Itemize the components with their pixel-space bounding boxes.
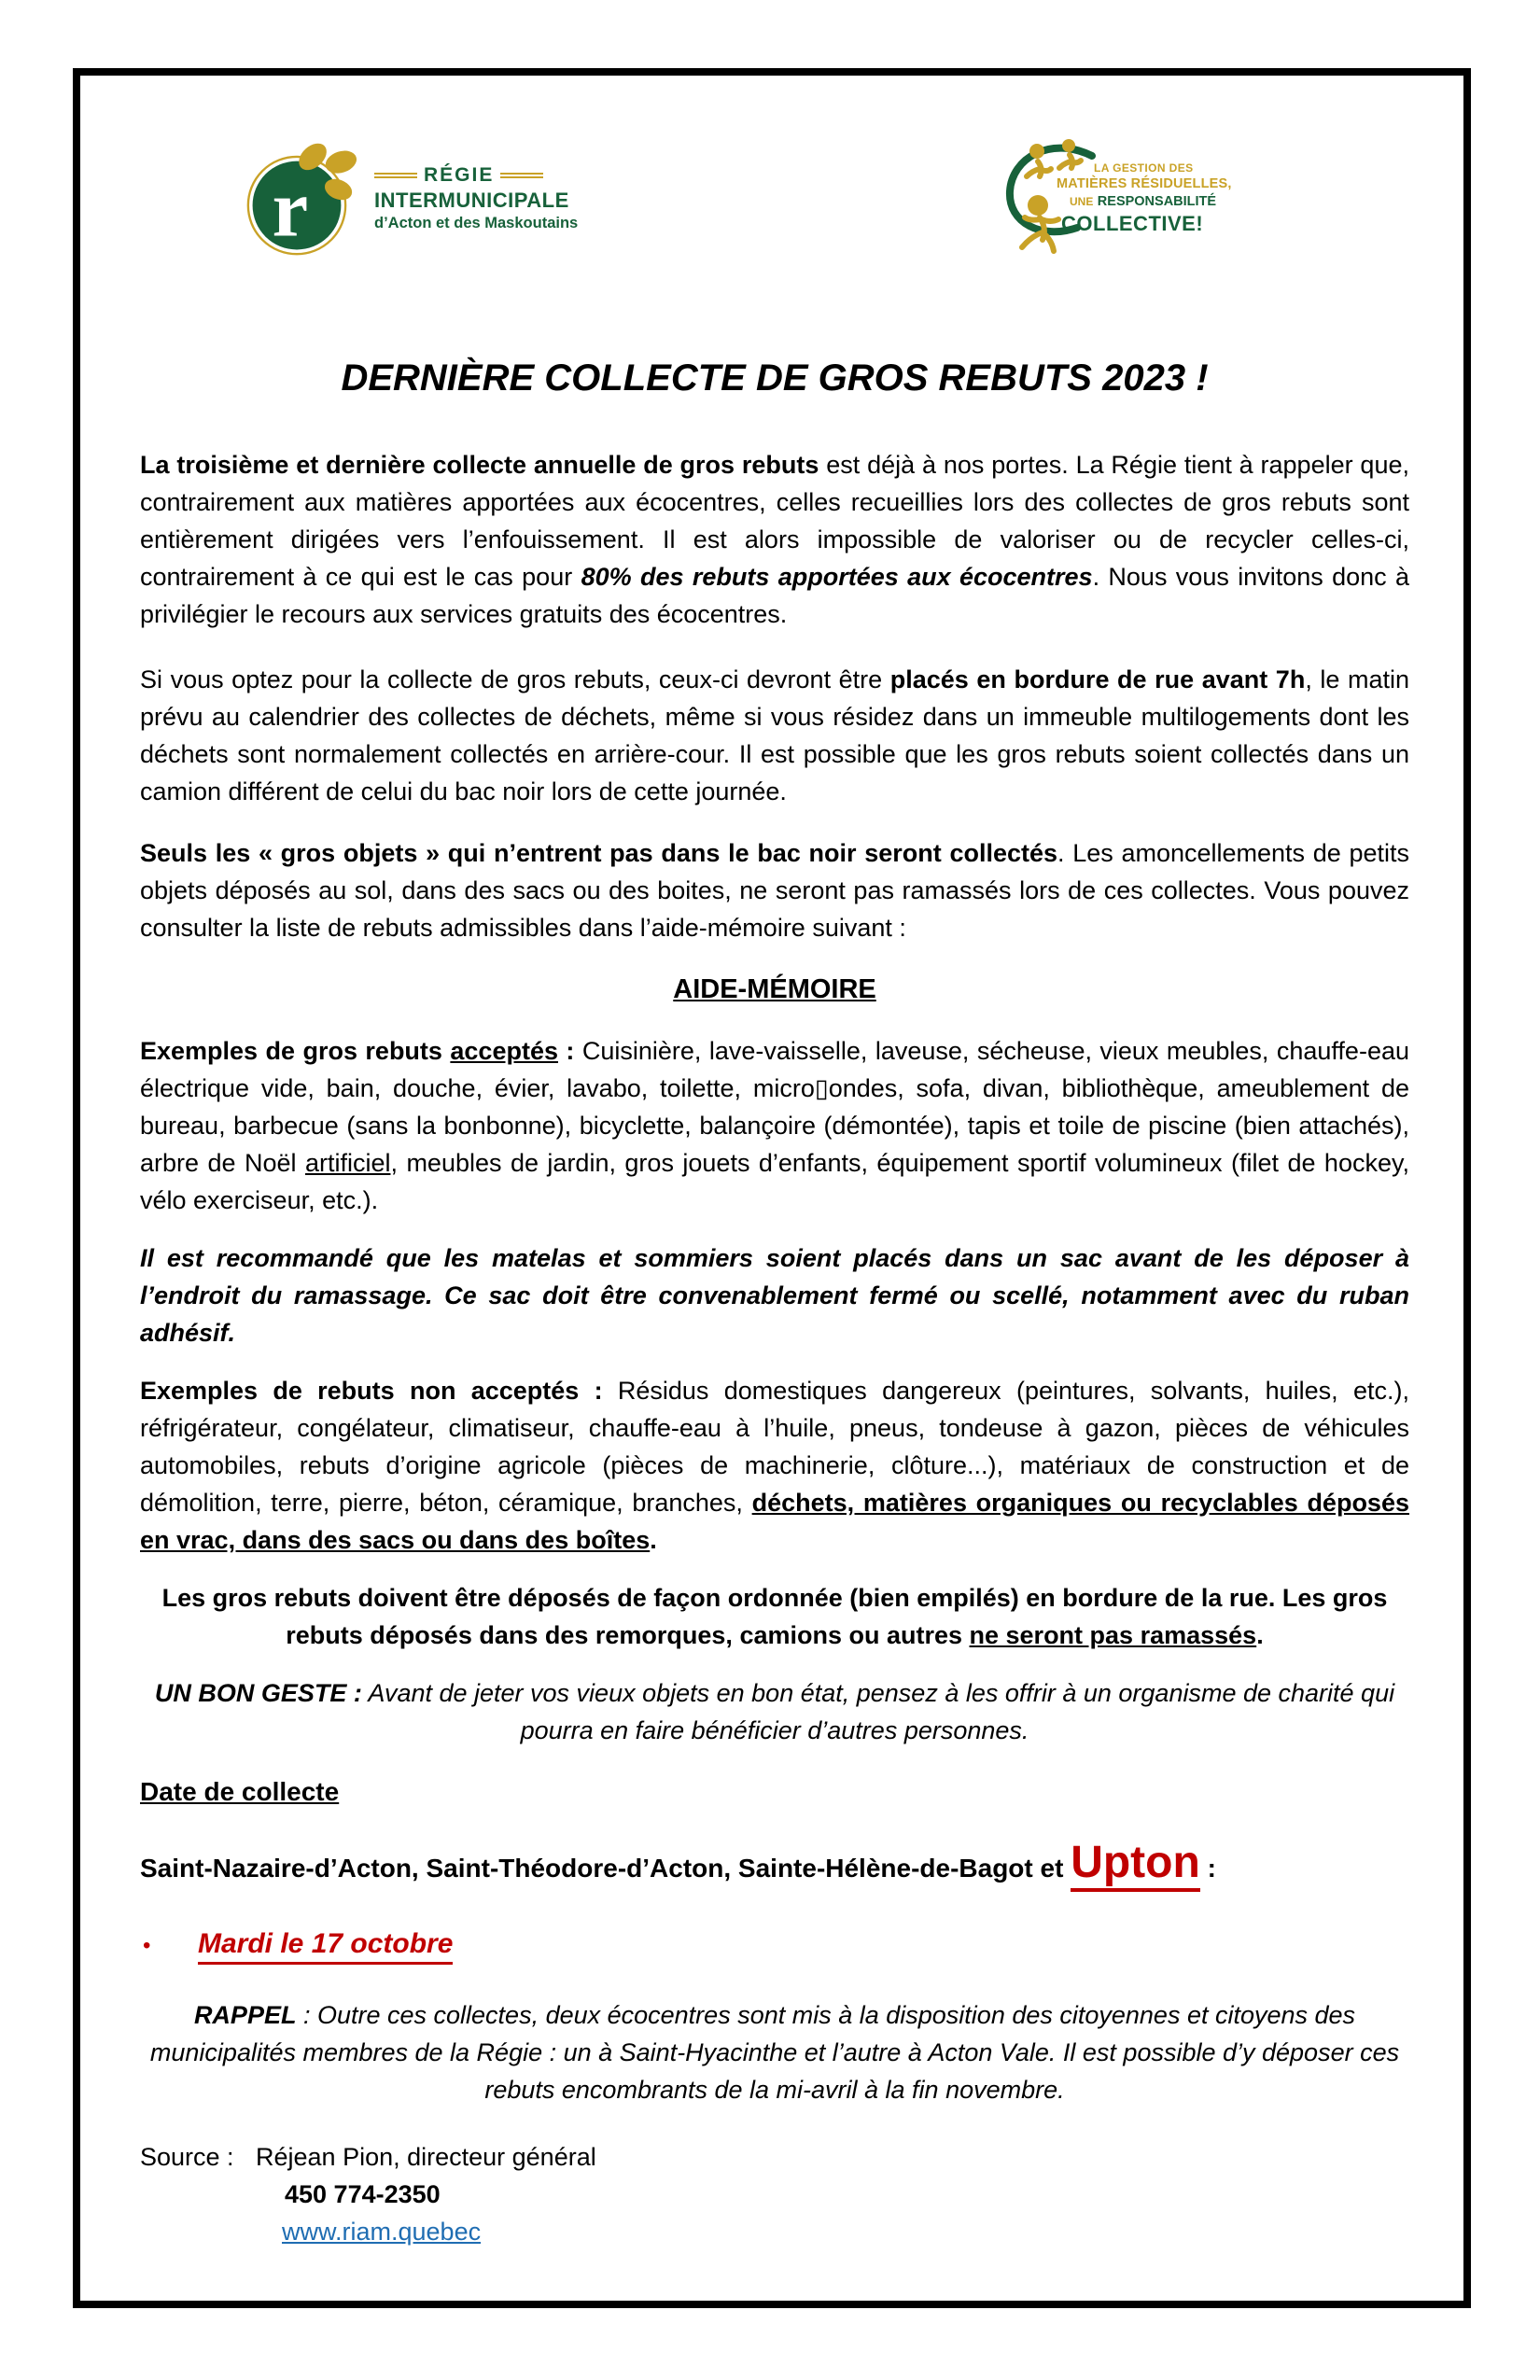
aide-memoire-heading-text: AIDE-MÉMOIRE (673, 974, 876, 1004)
gestion-line2: MATIÈRES RÉSIDUELLES, (1057, 176, 1232, 191)
accepted-artificiel-underline: artificiel (304, 1149, 391, 1177)
source-link-row (282, 2213, 1409, 2250)
gestion-line3-prefix: UNE (1070, 195, 1094, 209)
refused-highlight: déchets, matières organiques ou recyclables déposés en vrac, dans des sacs ou dans des boîtes (140, 1489, 1409, 1554)
svg-text:r: r (272, 162, 309, 254)
source-block (140, 2138, 1409, 2250)
municipalities-colon: : (1199, 1854, 1216, 1883)
rappel-label: RAPPEL (193, 2001, 297, 2029)
pile-rule-text: Les gros rebuts doivent être déposés de façon ordonnée (bien empilés) en bordure de la rue. Les gros rebuts déposés dans des remorques, camions ou autres (161, 1584, 1388, 1649)
source-label: Source : (140, 2143, 234, 2171)
intro-emphasis: 80% des rebuts apportées aux écocentres (581, 563, 1093, 591)
document-page (73, 68, 1471, 2308)
gestion-line3-main: RESPONSABILITÉ (1097, 194, 1217, 210)
regie-emblem-icon (245, 135, 365, 260)
accepted-label-underline: acceptés (450, 1037, 558, 1065)
website-link[interactable]: www.riam.quebec (282, 2218, 482, 2246)
page-title: DERNIÈRE COLLECTE DE GROS REBUTS 2023 ! (341, 357, 1209, 399)
source-contact: Réjean Pion, directeur général (256, 2143, 596, 2171)
gold-rule-right (500, 173, 543, 178)
intro-lead-bold: La troisième et dernière collecte annuelle de gros rebuts (140, 451, 819, 479)
good-gesture-text: Avant de jeter vos vieux objets en bon état, pensez à les offrir à un organisme de charité qui pourra en faire bénéficier d’autres personnes. (361, 1679, 1395, 1744)
refused-label: Exemples de rebuts non acceptés : (140, 1377, 603, 1405)
intro-text-a: est déjà à nos portes. La Régie tient à rappeler que, contrairement aux matières apportées aux écocentres, celles recueillies lors des collectes de gros rebuts sont entièrement dirigées vers l’enfouissement. Il est alors impossible de valoriser ou de recycler celles-ci, contrairement à ce qui est le cas pour (140, 451, 1409, 591)
collection-date-heading (140, 1773, 1409, 1811)
rappel-paragraph (140, 1996, 1409, 2108)
gestion-line1: LA GESTION DES (1094, 161, 1194, 175)
intro-paragraph (140, 446, 1409, 633)
source-line (140, 2138, 1409, 2176)
gold-rule-left (374, 173, 417, 178)
good-gesture-paragraph (140, 1674, 1409, 1749)
mattress-recommendation-paragraph: Il est recommandé que les matelas et sommiers soient placés dans un sac avant de les déposer à l’endroit du ramassage. Ce sac doit être convenablement fermé ou scellé, notamment avec du ruban adhésif. (140, 1244, 1409, 1347)
refused-items-paragraph (140, 1372, 1409, 1559)
large-objects-paragraph (140, 834, 1409, 946)
regie-name-line3: d’Acton et des Maskoutains (374, 214, 579, 231)
bullet-icon: • (143, 1933, 151, 1958)
aide-memoire-heading (140, 971, 1409, 1008)
gestion-logo-text (1057, 161, 1232, 237)
collection-date-heading-text: Date de collecte (140, 1777, 340, 1806)
curbside-text-b: , le matin prévu au calendrier des collectes de déchets, même si vous résidez dans un immeuble multilogements dont les déchets sont normalement collectés en arrière-cour. Il est possible que les gros rebuts soient collectés dans un camion différent de celui du bac noir lors de cette journée. (140, 665, 1409, 805)
accepted-label: Exemples de gros rebuts (140, 1037, 451, 1065)
collection-date-value: Mardi le 17 octobre (198, 1928, 453, 1965)
regie-name-line1: RÉGIE (424, 163, 495, 186)
rappel-text: : Outre ces collectes, deux écocentres sont mis à la disposition des citoyennes et citoyens des municipalités membres de la Régie : un à Saint-Hyacinthe et l’autre à Acton Vale. Il est possible d’y déposer ces rebuts encombrants de la mi-avril à la fin novembre. (149, 2001, 1400, 2104)
municipalities-list: Saint-Nazaire-d’Acton, Saint-Théodore-d’Acton, Sainte-Hélène-de-Bagot et (140, 1854, 1071, 1883)
regie-logo-text (374, 164, 578, 232)
accepted-items-b: , meubles de jardin, gros jouets d’enfants, équipement sportif volumineux (filet de hockey, vélo exerciseur, etc.). (140, 1149, 1409, 1214)
gestion-line4: COLLECTIVE! (1061, 212, 1204, 236)
regie-logo (245, 135, 578, 260)
gestion-collective-logo (1002, 137, 1232, 285)
municipalities-line (140, 1838, 1409, 1895)
large-objects-text: . Les amoncellements de petits objets déposés au sol, dans des sacs ou des boites, ne seront pas ramassés lors de ces collectes. Vous pouvez consulter la liste de rebuts admissibles dans l’aide-mémoire suivant : (140, 839, 1409, 942)
source-phone: 450 774-2350 (285, 2180, 441, 2208)
pile-rule-period: . (1256, 1621, 1264, 1649)
pile-rule-underline: ne seront pas ramassés (969, 1621, 1257, 1649)
good-gesture-label: UN BON GESTE : (154, 1679, 362, 1707)
curbside-text-a: Si vous optez pour la collecte de gros rebuts, ceux-ci devront être (140, 665, 890, 693)
accepted-items-paragraph (140, 1032, 1409, 1219)
accepted-items-a: Cuisinière, lave-vaisselle, laveuse, sécheuse, vieux meubles, chauffe-eau électrique vide, bain, douche, évier, lavabo, toilette, micro▯ondes, sofa, divan, bibliothèque, ameublement de bureau, barbecue (sans la bonbonne), bicyclette, balançoire (démontée), tapis et toile de piscine (bien attachés), arbre de Noël (140, 1037, 1409, 1177)
regie-name-line2: INTERMUNICIPALE (374, 188, 569, 212)
collection-date-item (140, 1928, 1409, 1965)
refused-items: Résidus domestiques dangereux (peintures, solvants, huiles, etc.), réfrigérateur, congélateur, climatiseur, chauffe-eau à l’huile, pneus, tondeuse à gazon, pièces de véhicules automobiles, rebuts d’origine agricole (pièces de machinerie, clôture...), matériaux de construction et de démolition, terre, pierre, béton, céramique, branches, (140, 1377, 1409, 1517)
accepted-label-colon: : (557, 1037, 575, 1065)
pile-rule-paragraph (140, 1579, 1409, 1654)
intro-text-b: . Nous vous invitons donc à privilégier le recours aux services gratuits des écocentres. (140, 563, 1410, 628)
curbside-bold: placés en bordure de rue avant 7h (889, 665, 1306, 693)
logo-header (140, 135, 1409, 292)
refused-period: . (650, 1526, 657, 1554)
curbside-instructions-paragraph (140, 661, 1409, 810)
large-objects-bold: Seuls les « gros objets » qui n’entrent pas dans le bac noir seront collectés (140, 839, 1058, 867)
municipality-upton-highlight: Upton (1071, 1838, 1200, 1892)
